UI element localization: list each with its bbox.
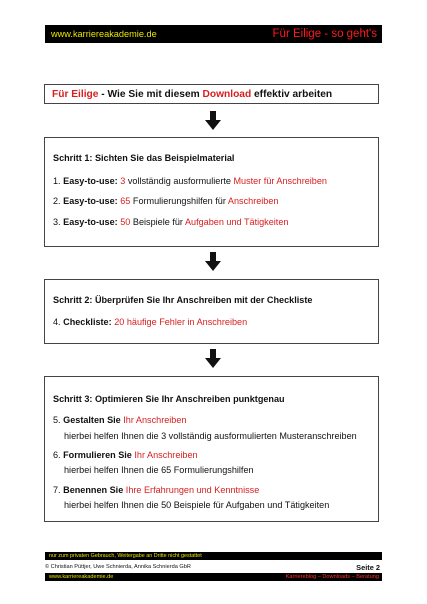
footer-bar bbox=[45, 573, 382, 581]
intro-part1: Für Eilige bbox=[52, 88, 99, 100]
footer-note: nur zum privaten Gebrauch, Weitergabe an Dritte nicht gestattet bbox=[45, 552, 382, 560]
footer-links: Karriereblog – Downloads – Beratung bbox=[285, 574, 379, 580]
intro-part2: - Wie Sie mit diesem bbox=[98, 88, 203, 100]
step3-item-7-sub: hierbei helfen Ihnen die 50 Beispiele für Aufgaben und Tätigkeiten bbox=[64, 500, 330, 510]
step3-title: Schritt 3: Optimieren Sie Ihr Anschreiben punktgenau bbox=[53, 394, 285, 404]
step1-item-3: 3. Easy-to-use: 50 Beispiele für Aufgaben und Tätigkeiten bbox=[53, 217, 289, 227]
step1-item-2: 2. Easy-to-use: 65 Formulierungshilfen für Anschreiben bbox=[53, 196, 279, 206]
intro-part4: effektiv arbeiten bbox=[251, 88, 333, 100]
step1-title: Schritt 1: Sichten Sie das Beispielmaterial bbox=[53, 153, 235, 163]
footer-row bbox=[45, 562, 382, 572]
arrow-down-icon bbox=[204, 111, 222, 131]
step3-item-7: 7. Benennen Sie Ihre Erfahrungen und Kenntnisse bbox=[53, 485, 260, 495]
arrow-down-icon bbox=[204, 252, 222, 272]
footer-url[interactable]: www.karriereakademie.de bbox=[49, 574, 114, 580]
step3-item-6: 6. Formulieren Sie Ihr Anschreiben bbox=[53, 450, 198, 460]
step3-item-5-sub: hierbei helfen Ihnen die 3 vollständig ausformulierten Musteranschreiben bbox=[64, 431, 357, 441]
intro-part3: Download bbox=[202, 88, 252, 100]
intro-box bbox=[44, 84, 379, 104]
header-url[interactable]: www.karriereakademie.de bbox=[51, 29, 157, 39]
step2-box bbox=[44, 279, 379, 344]
arrow-down-icon bbox=[204, 349, 222, 369]
step3-box bbox=[44, 376, 379, 522]
footer-page-number: Seite 2 bbox=[356, 562, 380, 572]
step3-item-5: 5. Gestalten Sie Ihr Anschreiben bbox=[53, 415, 187, 425]
step3-item-6-sub: hierbei helfen Ihnen die 65 Formulierungshilfen bbox=[64, 465, 254, 475]
step2-item-4: 4. Checkliste: 20 häufige Fehler in Anschreiben bbox=[53, 317, 248, 327]
header-title: Für Eilige - so geht's bbox=[272, 28, 377, 40]
step1-box bbox=[44, 137, 379, 247]
step1-item-1: 1. Easy-to-use: 3 vollständig ausformulierte Muster für Anschreiben bbox=[53, 176, 327, 186]
header-bar bbox=[45, 25, 382, 43]
step2-title: Schritt 2: Überprüfen Sie Ihr Anschreiben mit der Checkliste bbox=[53, 295, 313, 305]
footer-copyright: © Christian Püttjer, Uwe Schnierda, Annika Schnierda GbR bbox=[45, 564, 191, 570]
